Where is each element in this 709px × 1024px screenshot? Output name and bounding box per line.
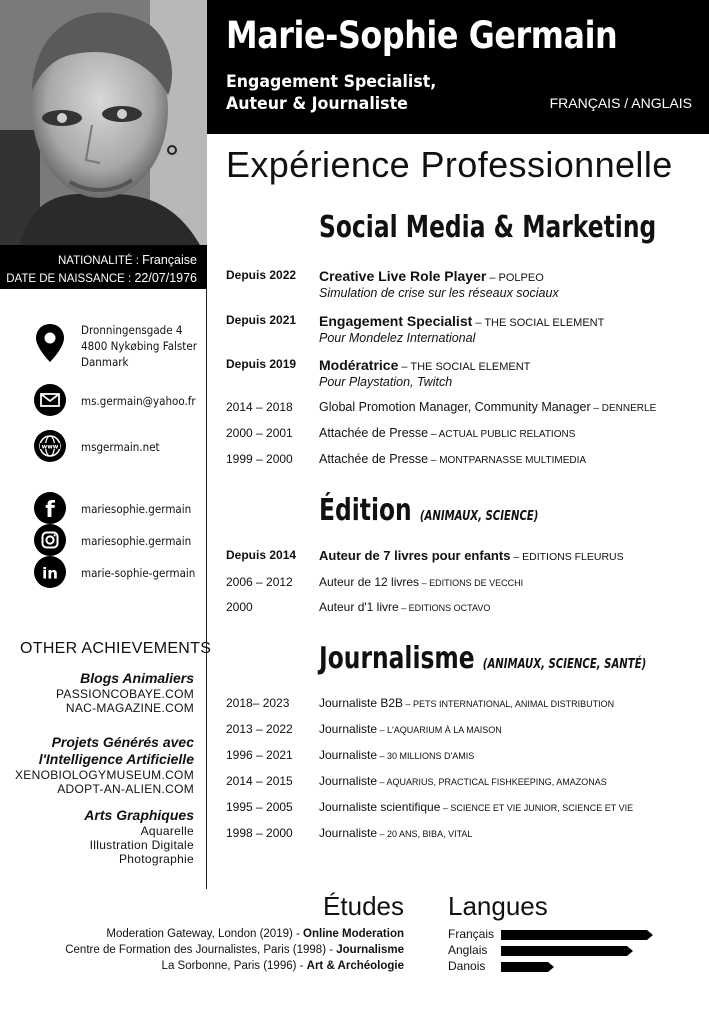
nationality-label: NATIONALITÉ :: [57, 255, 143, 267]
instagram-icon: [34, 524, 66, 556]
education-degree: Online Moderation: [303, 928, 404, 940]
experience-title-text: Journaliste: [319, 826, 378, 840]
language-name: Anglais: [448, 943, 488, 957]
language-name: Danois: [448, 959, 486, 973]
section-title-journalisme: [319, 641, 646, 676]
education-text: Moderation Gateway, London (2019) -: [106, 928, 304, 940]
experience-company: – MONTPARNASSE MULTIMEDIA: [428, 455, 587, 466]
experience-date: 2000: [226, 600, 253, 614]
sidebar-divider: [206, 289, 207, 889]
experience-item: [226, 600, 696, 620]
experience-company: – EDITIONS OCTAVO: [398, 603, 491, 613]
experience-item: [226, 826, 696, 846]
experience-item: [226, 774, 696, 794]
experience-date: 1999 – 2000: [226, 452, 293, 466]
experience-item: [226, 722, 696, 742]
section-title-text: Social Media & Marketing: [319, 210, 657, 245]
birthdate-line: [0, 270, 197, 288]
experience-company: – EDITIONS FLEURUS: [510, 551, 624, 563]
experience-item: [226, 800, 696, 820]
section-title-social-media: [319, 210, 656, 245]
email-link[interactable]: ms.germain@yahoo.fr: [81, 394, 196, 408]
experience-item: [226, 268, 696, 300]
experience-date: Depuis 2014: [226, 548, 297, 562]
identity-bar: [0, 245, 207, 289]
experience-item: [226, 548, 696, 568]
achievement-group-arts: [84, 807, 194, 866]
address-line-2: 4800 Nykøbing Falster: [81, 339, 197, 353]
experience-date: 2014 – 2015: [226, 774, 293, 788]
experience-title-text: Journaliste: [319, 722, 378, 736]
achievements-title: OTHER ACHIEVEMENTS: [20, 640, 212, 657]
education-degree: Art & Archéologie: [306, 960, 404, 972]
portrait-image: [0, 0, 207, 245]
achievement-heading: Arts Graphiques: [84, 807, 194, 823]
experience-date: 2014 – 2018: [226, 400, 293, 414]
contact-email[interactable]: [34, 384, 208, 416]
experience-item: [226, 357, 696, 389]
experience-description: Simulation de crise sur les réseaux sociaux: [319, 286, 559, 300]
facebook-handle[interactable]: mariesophie.germain: [81, 502, 192, 516]
achievement-group-ai: [15, 734, 194, 796]
achievement-line[interactable]: ADOPT-AN-ALIEN.COM: [57, 782, 194, 796]
experience-company: – DENNERLE: [590, 403, 657, 414]
experience-company: – EDITIONS DE VECCHI: [419, 578, 524, 588]
globe-www-icon: [34, 430, 66, 462]
language-name: Français: [448, 927, 495, 941]
achievement-line: Photographie: [119, 852, 194, 866]
education-item: [106, 928, 404, 940]
experience-item: [226, 313, 696, 345]
language-level-bar: [501, 930, 653, 940]
experience-title-text: Auteur de 12 livres: [319, 575, 420, 589]
experience-title-text: Journaliste scientifique: [319, 800, 441, 814]
contact-facebook[interactable]: [34, 492, 203, 524]
experience-company: – 20 ANS, BIBA, VITAL: [377, 829, 473, 839]
experience-company: – POLPEO: [486, 272, 544, 284]
experience-company: – PETS INTERNATIONAL, ANIMAL DISTRIBUTION: [403, 699, 615, 709]
achievement-group-blogs: [56, 670, 194, 715]
facebook-icon: [34, 492, 66, 524]
achievement-heading: Projets Générés avec: [51, 734, 194, 750]
experience-company: – AQUARIUS, PRACTICAL FISHKEEPING, AMAZONAS: [377, 777, 607, 787]
header-languages: FRANÇAIS / ANGLAIS: [549, 95, 692, 111]
experience-company: – THE SOCIAL ELEMENT: [398, 361, 531, 373]
section-subtitle: (ANIMAUX, SCIENCE): [419, 509, 539, 524]
achievement-line[interactable]: NAC-MAGAZINE.COM: [65, 701, 194, 715]
experience-date: 2018– 2023: [226, 696, 290, 710]
experience-date: 2006 – 2012: [226, 575, 293, 589]
profile-photo: [0, 0, 207, 245]
experience-date: Depuis 2021: [226, 313, 297, 327]
experience-date: Depuis 2022: [226, 268, 297, 282]
experience-date: Depuis 2019: [226, 357, 297, 371]
experience-title-text: Journaliste: [319, 774, 378, 788]
linkedin-icon: [34, 556, 66, 588]
languages-title: Langues: [448, 891, 548, 921]
experience-item: [226, 452, 696, 472]
achievement-line: Illustration Digitale: [89, 838, 194, 852]
experience-company: – THE SOCIAL ELEMENT: [472, 317, 605, 329]
experience-title: Expérience Professionnelle: [226, 144, 673, 185]
experience-date: 1996 – 2021: [226, 748, 293, 762]
experience-title-text: Modératrice: [319, 357, 399, 373]
experience-description: Pour Mondelez International: [319, 331, 476, 345]
experience-date: 1998 – 2000: [226, 826, 293, 840]
person-name: Marie-Sophie Germain: [226, 14, 618, 57]
website-link[interactable]: msgermain.net: [81, 440, 160, 454]
experience-date: 2013 – 2022: [226, 722, 293, 736]
job-title: [226, 71, 436, 115]
experience-item: [226, 400, 696, 420]
achievement-heading: Blogs Animaliers: [80, 670, 194, 686]
experience-item: [226, 696, 696, 716]
experience-item: [226, 575, 696, 595]
nationality-value: Française: [142, 253, 197, 267]
experience-date: 1995 – 2005: [226, 800, 293, 814]
svg-text:in: in: [42, 564, 58, 583]
contact-linkedin[interactable]: [34, 556, 208, 588]
experience-title-text: Auteur d'1 livre: [319, 600, 399, 614]
job-title-line-1: Engagement Specialist,: [226, 72, 437, 92]
contact-address: [34, 322, 210, 370]
education-text: Centre de Formation des Journalistes, Paris (1998) -: [65, 944, 337, 956]
experience-title-text: Attachée de Presse: [319, 426, 429, 440]
education-degree: Journalisme: [336, 944, 404, 956]
experience-company: – ACTUAL PUBLIC RELATIONS: [428, 429, 576, 440]
language-level-bar: [501, 962, 554, 972]
experience-title-text: Journaliste B2B: [319, 696, 404, 710]
address-text: [81, 322, 197, 370]
experience-date: 2000 – 2001: [226, 426, 293, 440]
birthdate-label: DATE DE NAISSANCE :: [6, 273, 135, 285]
education-item: [162, 960, 404, 972]
experience-item: [226, 748, 696, 768]
linkedin-handle[interactable]: marie-sophie-germain: [81, 566, 196, 580]
contact-website[interactable]: [34, 430, 168, 462]
experience-company: – 30 MILLIONS D'AMIS: [377, 751, 475, 761]
experience-title-text: Creative Live Role Player: [319, 268, 487, 284]
section-title-edition: [319, 493, 538, 528]
language-level-bar: [501, 946, 633, 956]
experience-title-text: Attachée de Presse: [319, 452, 429, 466]
envelope-icon: [34, 384, 66, 416]
experience-item: [226, 426, 696, 446]
achievement-line: Aquarelle: [140, 824, 194, 838]
achievement-line[interactable]: PASSIONCOBAYE.COM: [55, 687, 194, 701]
experience-title-text: Auteur de 7 livres pour enfants: [319, 548, 511, 563]
svg-text:www: www: [41, 443, 59, 451]
section-title-text: Journalisme: [319, 641, 475, 676]
education-title: Études: [323, 891, 404, 921]
experience-description: Pour Playstation, Twitch: [319, 375, 453, 389]
experience-title-text: Engagement Specialist: [319, 313, 473, 329]
section-title-text: Édition: [319, 493, 412, 528]
address-line-3: Danmark: [81, 355, 129, 369]
nationality-line: [0, 252, 197, 270]
address-line-1: Dronningensgade 4: [81, 323, 183, 337]
experience-title-text: Journaliste: [319, 748, 378, 762]
education-text: La Sorbonne, Paris (1996) -: [161, 960, 307, 972]
section-subtitle: (ANIMAUX, SCIENCE, SANTÉ): [482, 657, 647, 672]
svg-text:f: f: [45, 498, 55, 523]
location-pin-icon: [34, 322, 66, 354]
birthdate-value: 22/07/1976: [134, 271, 197, 285]
achievement-heading-line-2: l'Intelligence Artificielle: [38, 751, 194, 767]
education-item: [65, 944, 404, 956]
instagram-handle[interactable]: mariesophie.germain: [81, 534, 192, 548]
experience-company: – L'AQUARIUM À LA MAISON: [377, 725, 502, 735]
job-title-line-2: Auteur & Journaliste: [226, 94, 408, 114]
achievement-line[interactable]: XENOBIOLOGYMUSEUM.COM: [15, 768, 194, 782]
experience-title-text: Global Promotion Manager, Community Manager: [319, 400, 591, 414]
contact-instagram[interactable]: [34, 524, 203, 556]
experience-company: – SCIENCE ET VIE JUNIOR, SCIENCE ET VIE: [440, 803, 634, 813]
